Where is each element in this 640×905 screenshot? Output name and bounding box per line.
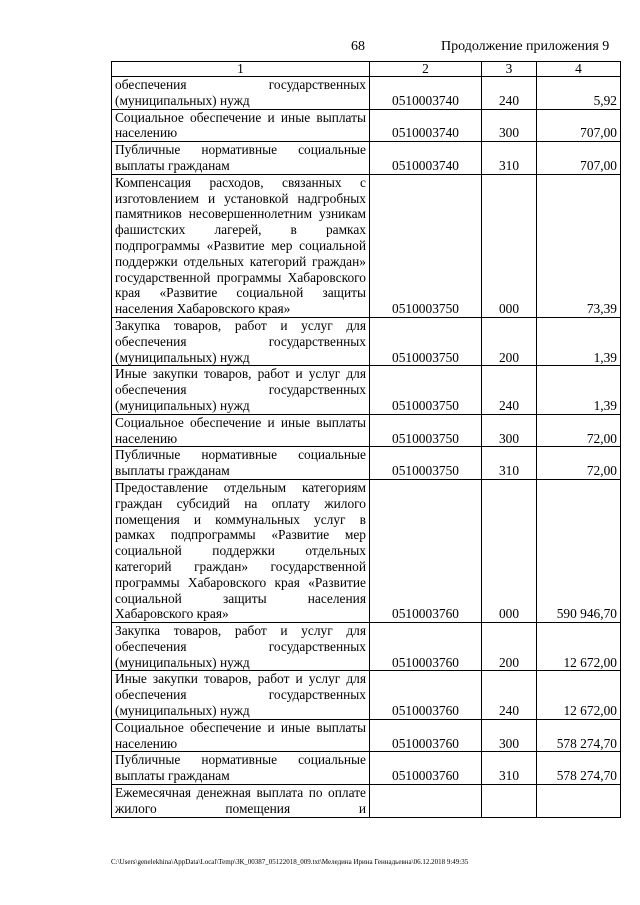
table-header-row — [112, 62, 621, 77]
row-description-text: Закупка товаров, работ и услуг для обеспечения государственных (муниципальных) нужд — [115, 317, 366, 365]
table-body — [112, 77, 621, 818]
row-expense-type: 300 — [482, 109, 537, 142]
row-expense-type: 300 — [482, 414, 537, 447]
row-expense-type: 000 — [482, 174, 537, 317]
continuation-label: Продолжение приложения 9 — [441, 39, 610, 54]
row-code: 0510003740 — [370, 142, 482, 175]
row-description — [112, 414, 370, 447]
row-description — [112, 752, 370, 785]
row-expense-type: 310 — [482, 142, 537, 175]
row-amount: 72,00 — [537, 414, 621, 447]
table-row — [112, 447, 621, 480]
row-description-text: Социальное обеспечение и иные выплаты населению — [115, 109, 366, 141]
table-row — [112, 142, 621, 175]
row-description-text: Иные закупки товаров, работ и услуг для обеспечения государственных (муниципальных) нужд — [115, 366, 366, 413]
row-description — [112, 623, 370, 671]
row-description-text: обеспечения государственных (муниципальных) нужд — [115, 77, 366, 108]
row-expense-type: 200 — [482, 623, 537, 671]
row-amount — [537, 785, 621, 818]
page-number: 68 — [351, 39, 365, 54]
column-header-4: 4 — [537, 62, 621, 77]
row-description-text: Предоставление отдельным категориям граждан субсидий на оплату жилого помещения и коммунальных услуг в рамках подпрограммы «Развитие мер социальной поддержки отдельных категорий граждан» государственной программы Хабаровского края «Развитие социальной защиты населения Хабаровского края» — [115, 479, 366, 622]
row-code: 0510003740 — [370, 77, 482, 110]
row-code: 0510003750 — [370, 366, 482, 414]
row-expense-type: 310 — [482, 447, 537, 480]
row-expense-type: 000 — [482, 479, 537, 622]
row-amount: 590 946,70 — [537, 479, 621, 622]
row-description-text: Компенсация расходов, связанных с изготовлением и установкой надгробных памятников несовершеннолетним узникам фашистских лагерей, в рамках подпрограммы «Развитие мер социальной поддержки отдельных категорий граждан» государственной программы Хабаровского края «Развитие социальной защиты населения Хабаровского края» — [115, 174, 366, 317]
row-code: 0510003750 — [370, 414, 482, 447]
row-description-text: Публичные нормативные социальные выплаты гражданам — [115, 142, 366, 173]
row-expense-type: 310 — [482, 752, 537, 785]
row-description-text: Закупка товаров, работ и услуг для обеспечения государственных (муниципальных) нужд — [115, 623, 366, 670]
row-code: 0510003750 — [370, 174, 482, 317]
row-expense-type: 300 — [482, 719, 537, 752]
table-row — [112, 719, 621, 752]
row-expense-type: 240 — [482, 671, 537, 719]
row-amount: 1,39 — [537, 317, 621, 365]
row-description — [112, 142, 370, 175]
row-description — [112, 77, 370, 110]
row-description — [112, 174, 370, 317]
row-code: 0510003760 — [370, 671, 482, 719]
row-expense-type — [482, 785, 537, 818]
column-header-1: 1 — [112, 62, 370, 77]
table-row — [112, 366, 621, 414]
row-expense-type: 200 — [482, 317, 537, 365]
row-description-text: Иные закупки товаров, работ и услуг для обеспечения государственных (муниципальных) нужд — [115, 671, 366, 719]
row-amount: 578 274,70 — [537, 719, 621, 752]
table-row — [112, 77, 621, 110]
row-description-text: Социальное обеспечение и иные выплаты населению — [115, 719, 366, 751]
row-code — [370, 785, 482, 818]
row-description — [112, 366, 370, 414]
table-row — [112, 479, 621, 622]
budget-table — [111, 61, 621, 818]
row-code: 0510003750 — [370, 447, 482, 480]
row-amount: 72,00 — [537, 447, 621, 480]
column-header-2: 2 — [370, 62, 482, 77]
row-amount: 12 672,00 — [537, 623, 621, 671]
row-code: 0510003760 — [370, 623, 482, 671]
row-code: 0510003740 — [370, 109, 482, 142]
row-expense-type: 240 — [482, 366, 537, 414]
row-description-text: Публичные нормативные социальные выплаты гражданам — [115, 752, 366, 784]
row-amount: 1,39 — [537, 366, 621, 414]
footer-file-path: C:\Users\genelekhina\AppData\Local\Temp\ЗК_00387_05122018_009.txt\Меледина Ирина Геннадьевна\06.12.2018 9:49:35 — [111, 858, 469, 866]
row-code: 0510003750 — [370, 317, 482, 365]
row-description — [112, 109, 370, 142]
row-amount: 707,00 — [537, 109, 621, 142]
row-description — [112, 671, 370, 719]
row-amount: 12 672,00 — [537, 671, 621, 719]
table-row — [112, 174, 621, 317]
row-amount: 73,39 — [537, 174, 621, 317]
table-row — [112, 785, 621, 818]
table-row — [112, 317, 621, 365]
row-description — [112, 719, 370, 752]
row-code: 0510003760 — [370, 479, 482, 622]
row-code: 0510003760 — [370, 719, 482, 752]
row-description-text: Публичные нормативные социальные выплаты гражданам — [115, 447, 366, 479]
row-amount: 578 274,70 — [537, 752, 621, 785]
table-row — [112, 671, 621, 719]
row-description — [112, 447, 370, 480]
row-description — [112, 479, 370, 622]
row-amount: 5,92 — [537, 77, 621, 110]
table-row — [112, 752, 621, 785]
row-description-text: Ежемесячная денежная выплата по оплате жилого помещения и — [115, 785, 366, 816]
row-code: 0510003760 — [370, 752, 482, 785]
table-row — [112, 623, 621, 671]
column-header-3: 3 — [482, 62, 537, 77]
row-amount: 707,00 — [537, 142, 621, 175]
row-description-text: Социальное обеспечение и иные выплаты населению — [115, 414, 366, 446]
row-description — [112, 785, 370, 818]
table-row — [112, 414, 621, 447]
table-row — [112, 109, 621, 142]
row-description — [112, 317, 370, 365]
row-expense-type: 240 — [482, 77, 537, 110]
